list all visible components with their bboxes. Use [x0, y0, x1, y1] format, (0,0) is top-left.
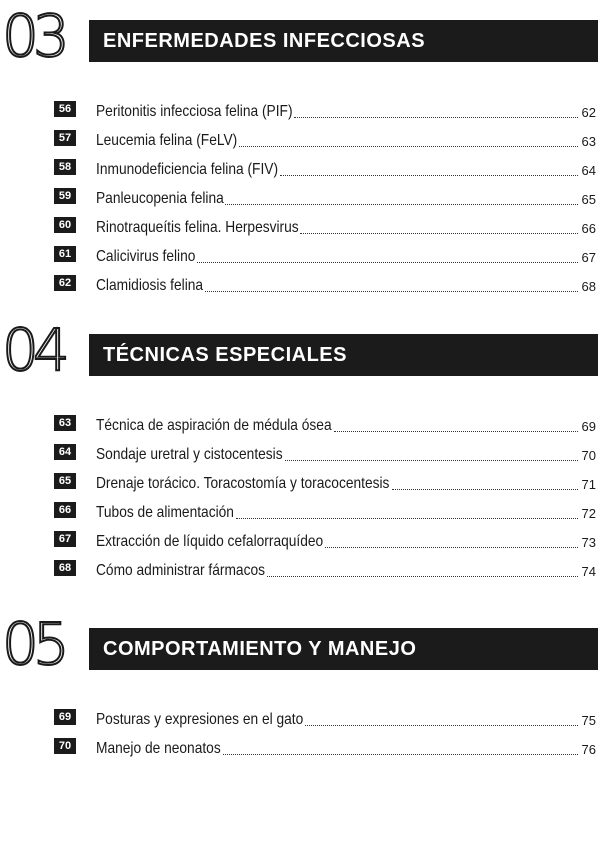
dot-leader: [334, 430, 578, 432]
chapter-number-badge: 64: [54, 444, 76, 460]
toc-entry[interactable]: [0, 241, 600, 270]
chapter-title: Peritonitis infecciosa felina (PIF): [96, 103, 293, 120]
chapter-title: Panleucopenia felina: [96, 190, 224, 207]
chapter-number-badge: 56: [54, 101, 76, 117]
chapter-number-badge: 66: [54, 502, 76, 518]
section-number: 04: [2, 316, 64, 384]
toc-entry[interactable]: [0, 96, 600, 125]
page-number: 71: [581, 477, 596, 492]
chapter-title: Drenaje torácico. Toracostomía y toracocentesis: [96, 475, 390, 492]
section-04: [0, 316, 600, 584]
dot-leader: [285, 459, 578, 461]
page-number: 67: [581, 250, 596, 265]
dot-leader: [325, 546, 577, 548]
page-number: 69: [581, 419, 596, 434]
dot-leader: [225, 203, 577, 205]
page-number: 74: [581, 564, 596, 579]
page-number: 76: [581, 742, 596, 757]
dot-leader: [392, 488, 578, 490]
chapter-number-badge: 67: [54, 531, 76, 547]
section-number: 05: [2, 610, 64, 678]
chapter-title: Clamidiosis felina: [96, 277, 204, 294]
toc-entry[interactable]: [0, 270, 600, 299]
chapter-title: Tubos de alimentación: [96, 504, 234, 521]
dot-leader: [267, 575, 578, 577]
toc-entry[interactable]: [0, 555, 600, 584]
dot-leader: [239, 145, 577, 147]
toc-entry[interactable]: [0, 212, 600, 241]
toc-list: [0, 410, 600, 584]
page-number: 65: [581, 192, 596, 207]
section-header: [0, 2, 600, 74]
dot-leader: [205, 290, 578, 292]
dot-leader: [236, 517, 577, 519]
section-05: [0, 610, 600, 762]
page-number: 73: [581, 535, 596, 550]
chapter-number-badge: 60: [54, 217, 76, 233]
toc-entry[interactable]: [0, 468, 600, 497]
chapter-title: Rinotraqueítis felina. Herpesvirus: [96, 219, 299, 236]
chapter-number-badge: 68: [54, 560, 76, 576]
chapter-number-badge: 63: [54, 415, 76, 431]
toc-entry[interactable]: [0, 125, 600, 154]
dot-leader: [305, 724, 577, 726]
toc-list: [0, 96, 600, 299]
page-number: 63: [581, 134, 596, 149]
chapter-number-badge: 62: [54, 275, 76, 291]
page-number: 72: [581, 506, 596, 521]
toc-entry[interactable]: [0, 526, 600, 555]
page-number: 68: [581, 279, 596, 294]
chapter-number-badge: 61: [54, 246, 76, 262]
toc-entry[interactable]: [0, 410, 600, 439]
section-title: ENFERMEDADES INFECCIOSAS: [89, 20, 598, 62]
chapter-title: Inmunodeficiencia felina (FIV): [96, 161, 279, 178]
toc-entry[interactable]: [0, 733, 600, 762]
page-number: 62: [581, 105, 596, 120]
dot-leader: [300, 232, 577, 234]
chapter-number-badge: 70: [54, 738, 76, 754]
toc-entry[interactable]: [0, 497, 600, 526]
chapter-number-badge: 69: [54, 709, 76, 725]
toc-entry[interactable]: [0, 704, 600, 733]
toc-list: [0, 704, 600, 762]
chapter-title: Extracción de líquido cefalorraquídeo: [96, 533, 324, 550]
toc-entry[interactable]: [0, 183, 600, 212]
chapter-title: Posturas y expresiones en el gato: [96, 711, 304, 728]
chapter-title: Leucemia felina (FeLV): [96, 132, 238, 149]
section-header: [0, 610, 600, 682]
chapter-number-badge: 58: [54, 159, 76, 175]
chapter-title: Calicivirus felino: [96, 248, 196, 265]
page-number: 70: [581, 448, 596, 463]
section-title: TÉCNICAS ESPECIALES: [89, 334, 598, 376]
chapter-title: Cómo administrar fármacos: [96, 562, 265, 579]
section-header: [0, 316, 600, 388]
section-number: 03: [2, 2, 64, 70]
toc-entry[interactable]: [0, 439, 600, 468]
dot-leader: [280, 174, 578, 176]
chapter-title: Sondaje uretral y cistocentesis: [96, 446, 283, 463]
chapter-number-badge: 59: [54, 188, 76, 204]
chapter-title: Manejo de neonatos: [96, 740, 221, 757]
section-title: COMPORTAMIENTO Y MANEJO: [89, 628, 598, 670]
dot-leader: [223, 753, 578, 755]
page-number: 75: [581, 713, 596, 728]
toc-entry[interactable]: [0, 154, 600, 183]
dot-leader: [197, 261, 578, 263]
chapter-number-badge: 65: [54, 473, 76, 489]
section-03: [0, 2, 600, 299]
page-number: 66: [581, 221, 596, 236]
chapter-number-badge: 57: [54, 130, 76, 146]
dot-leader: [294, 116, 577, 118]
page-number: 64: [581, 163, 596, 178]
chapter-title: Técnica de aspiración de médula ósea: [96, 417, 332, 434]
